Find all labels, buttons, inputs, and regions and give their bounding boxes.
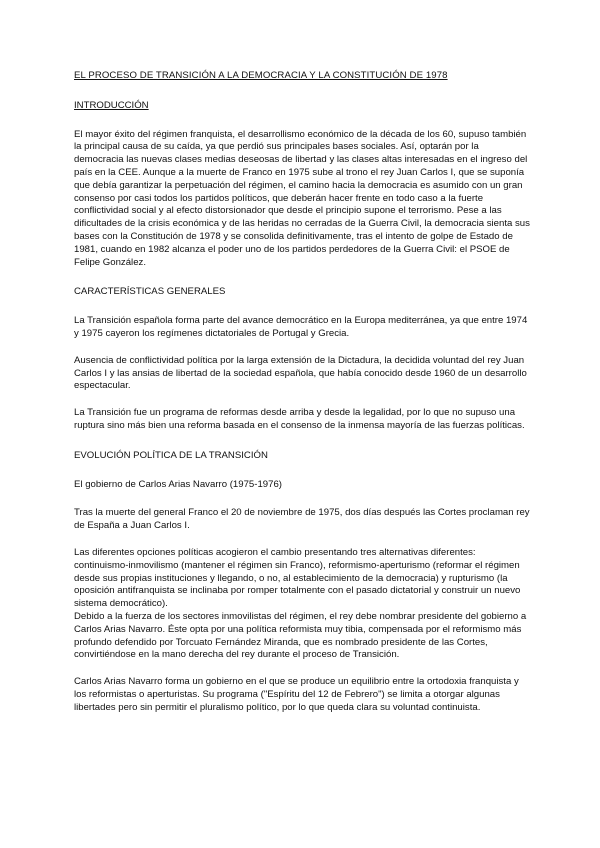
evolucion-paragraph-4: Carlos Arias Navarro forma un gobierno en el que se produce un equilibrio entre la ortodoxia franquista y los reformistas o aperturistas. Su programa ("Espíritu del 12 de Febrero") se limita a otorgar algunas libertades pero sin permitir el pluralismo político, por lo que queda clara su voluntad continuista. [74, 676, 519, 713]
caracteristicas-paragraph-2: Ausencia de conflictividad política por la larga extensión de la Dictadura, la decidida voluntad del rey Juan Carlos I y las ansias de libertad de la sociedad española, que había conocido desde 1960 de un desarrollo espectacular. [74, 354, 527, 392]
evolucion-paragraph-2: Las diferentes opciones políticas acogieron el cambio presentando tres alternativas diferentes: continuismo-inmovilismo (mantener el régimen sin Franco), reformismo-aperturismo (reformar el régimen desde sus propias instituciones y llegando, o no, al establecimiento de la democracia) y rupturismo (la oposición antifranquista se inclinaba por romper totalmente con el pasado dictatorial y construir un nuevo sistema democrático). [74, 546, 521, 610]
evolucion-subheading: El gobierno de Carlos Arias Navarro (1975-1976) [74, 478, 282, 490]
caracteristicas-heading: CARACTERÍSTICAS GENERALES [74, 286, 226, 298]
evolucion-paragraph-1: Tras la muerte del general Franco el 20 de noviembre de 1975, dos días después las Cortes proclaman rey de España a Juan Carlos I. [74, 507, 530, 532]
document-body [74, 70, 530, 714]
intro-heading: INTRODUCCIÓN [74, 99, 149, 111]
evolucion-heading: EVOLUCIÓN POLÍTICA DE LA TRANSICIÓN [74, 449, 268, 461]
intro-paragraph: El mayor éxito del régimen franquista, el desarrollismo económico de la década de los 60, supuso también la principal causa de su caída, ya que perdió sus principales bases sociales. Así, optarán por la democracia las nuevas clases medias deseosas de libertad y las clases altas interesadas en el ingreso del país en la CEE. Aunque a la muerte de Franco en 1975 sube al trono el rey Juan Carlos I, que se suponía que debía garantizar la perpetuación del régimen, el camino hacia la democracia es asumido con un gran consenso por casi todos los partidos políticos, que deberán hacer frente en todo caso a la fuerte conflictividad social y al efecto distorsionador que desde el principio supone el terrorismo. Pese a las dificultades de la crisis económica y de las heridas no cerradas de la Guerra Civil, la democracia sienta sus bases con la Constitución de 1978 y se consolida definitivamente, tras el intento de golpe de Estado de 1981, cuando en 1982 alcanza el poder uno de los partidos perdedores de la Guerra Civil: el PSOE de Felipe González. [74, 128, 530, 268]
evolucion-paragraph-3: Debido a la fuerza de los sectores inmovilistas del régimen, el rey debe nombrar presidente del gobierno a Carlos Arias Navarro. Éste opta por una política reformista muy tibia, compensada por el reformismo más profundo defendido por Torcuato Fernández Miranda, que es nombrado presidente de las Cortes, convirtiéndose en la mano derecha del rey durante el proceso de Transición. [74, 610, 527, 661]
document-title: EL PROCESO DE TRANSICIÓN A LA DEMOCRACIA Y LA CONSTITUCIÓN DE 1978 [74, 70, 448, 81]
caracteristicas-paragraph-3: La Transición fue un programa de reformas desde arriba y desde la legalidad, por lo que no supuso una ruptura sino más bien una reforma basada en el consenso de la inmensa mayoría de las fuerzas políticas. [74, 407, 525, 431]
caracteristicas-paragraph-1: La Transición española forma parte del avance democrático en la Europa mediterránea, ya que entre 1974 y 1975 cayeron los regímenes dictatoriales de Portugal y Grecia. [74, 315, 528, 339]
